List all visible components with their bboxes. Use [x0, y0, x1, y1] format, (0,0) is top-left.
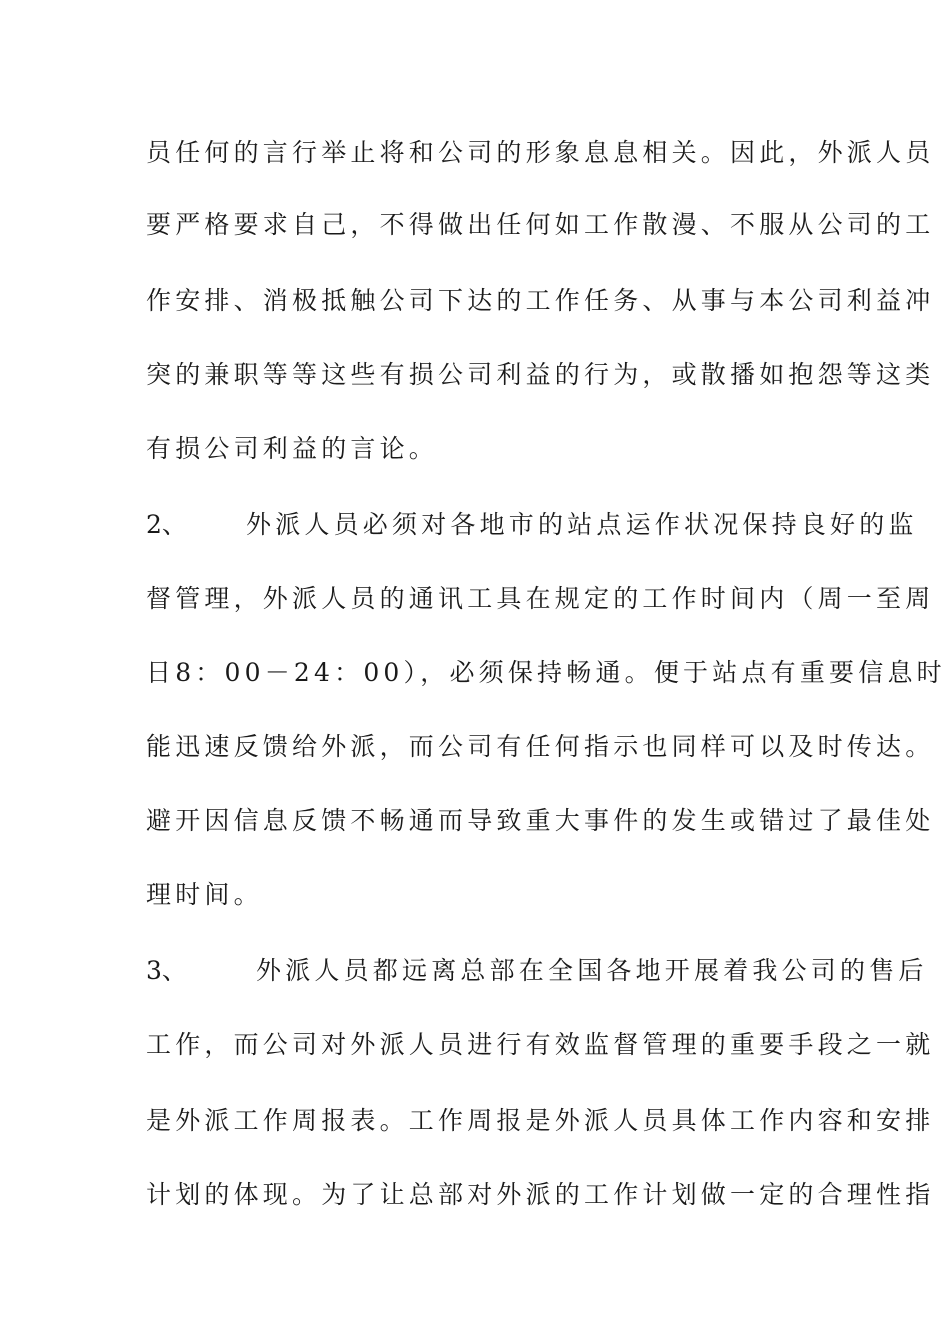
paragraph-1-line-1: 员任何的言行举止将和公司的形象息息相关。因此，外派人员 [146, 138, 935, 167]
paragraph-3-line-1: 外派人员都远离总部在全国各地开展着我公司的售后 [256, 956, 928, 985]
paragraph-2-line-1: 外派人员必须对各地市的站点运作状况保持良好的监 [246, 510, 918, 539]
paragraph-2-line-4: 能迅速反馈给外派，而公司有任何指示也同样可以及时传达。 [146, 732, 935, 761]
paragraph-2-line-2: 督管理，外派人员的通讯工具在规定的工作时间内（周一至周 [146, 584, 935, 613]
paragraph-1-line-5: 有损公司利益的言论。 [146, 434, 439, 463]
paragraph-1-line-4: 突的兼职等等这些有损公司利益的行为，或散播如抱怨等这类 [146, 360, 935, 389]
paragraph-2-line-6: 理时间。 [146, 880, 263, 909]
paragraph-1-line-3: 作安排、消极抵触公司下达的工作任务、从事与本公司利益冲 [146, 286, 935, 315]
paragraph-3-line-3: 是外派工作周报表。工作周报是外派人员具体工作内容和安排 [146, 1106, 935, 1135]
paragraph-3-line-4: 计划的体现。为了让总部对外派的工作计划做一定的合理性指 [146, 1180, 935, 1209]
paragraph-3-line-2: 工作，而公司对外派人员进行有效监督管理的重要手段之一就 [146, 1030, 935, 1059]
paragraph-2-line-3: 日8：00－24：00），必须保持畅通。便于站点有重要信息时 [146, 658, 946, 687]
paragraph-3-number: 3、 [146, 956, 187, 985]
paragraph-2-line-5: 避开因信息反馈不畅通而导致重大事件的发生或错过了最佳处 [146, 806, 935, 835]
paragraph-2-number: 2、 [146, 510, 187, 539]
paragraph-1-line-2: 要严格要求自己，不得做出任何如工作散漫、不服从公司的工 [146, 210, 935, 239]
